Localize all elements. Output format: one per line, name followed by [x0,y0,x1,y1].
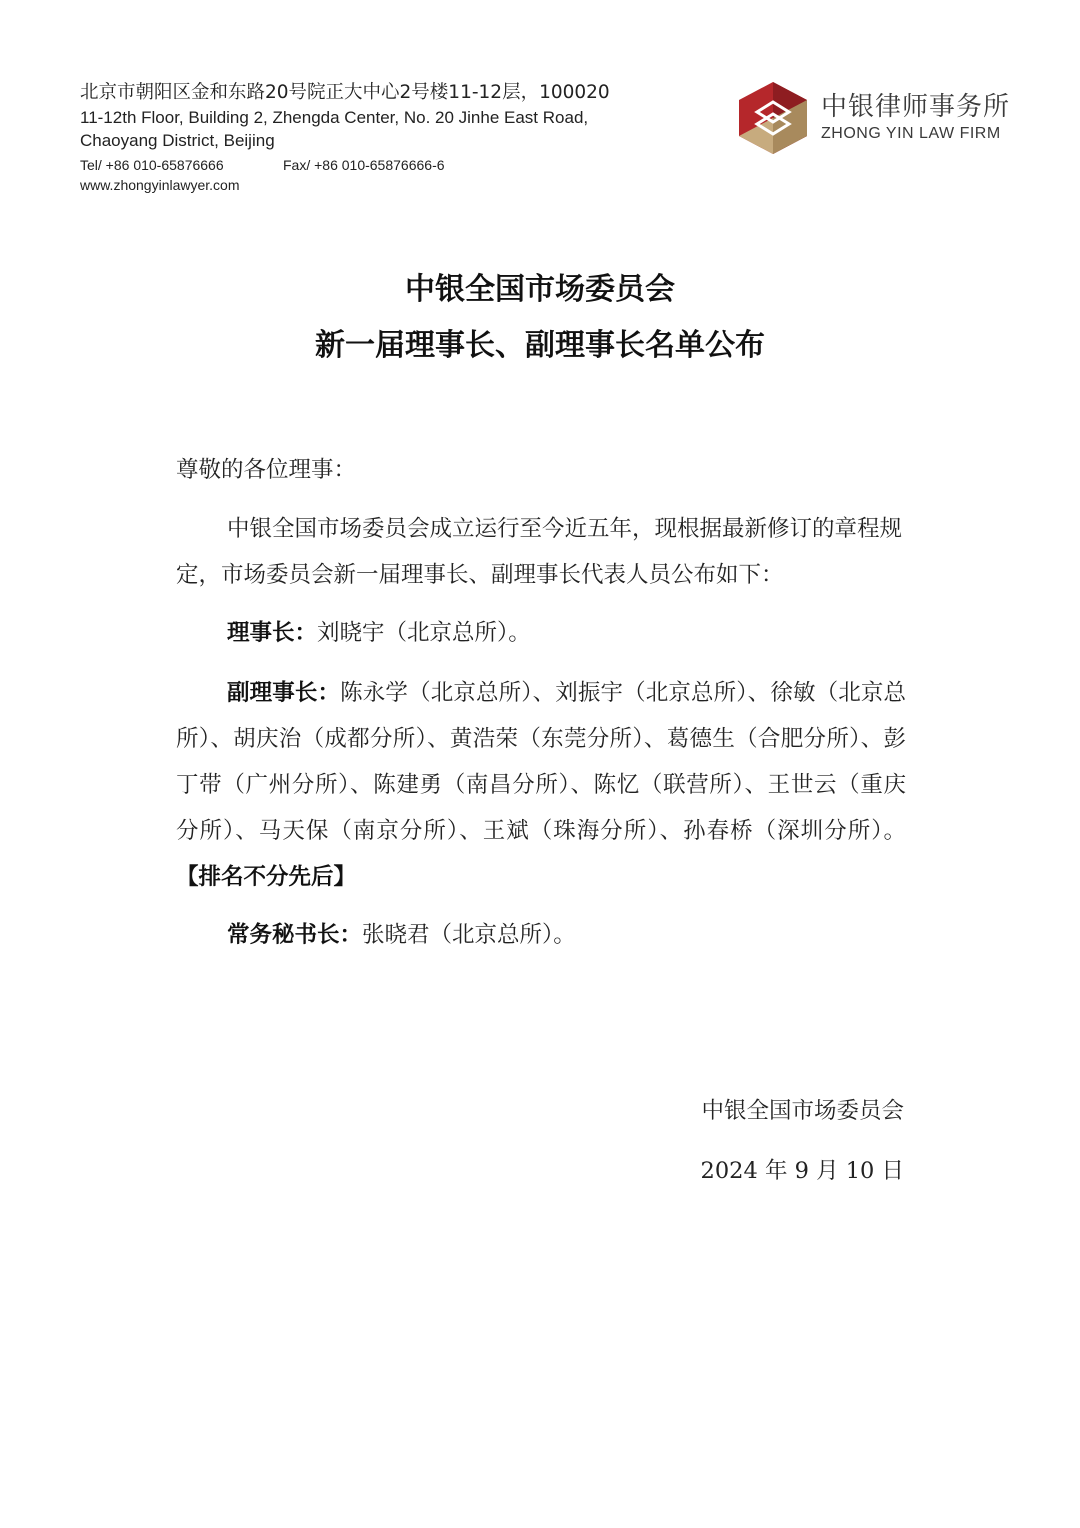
fax: Fax/ +86 010-65876666-6 [283,157,445,173]
telephone: Tel/ +86 010-65876666 [80,157,224,173]
address-chinese: 北京市朝阳区金和东路20号院正大中心2号楼11-12层，100020 [80,82,610,103]
signature-date: 2024 年 9 月 10 日 [700,1158,904,1184]
ranking-note: 【排名不分先后】 [176,864,357,890]
firm-logo-icon [739,82,807,154]
firm-name-english: ZHONG YIN LAW FIRM [821,125,1001,142]
chairman-paragraph [176,610,906,656]
signature-organization: 中银全国市场委员会 [701,1098,904,1124]
vice-chairman-label: 副理事长： [227,680,341,706]
firm-name-chinese: 中银律师事务所 [821,92,1011,122]
secretary-general-paragraph [176,912,906,958]
intro-paragraph: 中银全国市场委员会成立运行至今近五年，现根据最新修订的章程规定，市场委员会新一届理事长、副理事长代表人员公布如下： [176,516,903,588]
chairman-value: 刘晓宇（北京总所）。 [317,620,531,646]
firm-logo [739,82,1019,154]
contact-line [80,155,680,175]
letterhead-address [80,80,680,195]
address-english-line2: Chaoyang District, Beijing [80,131,275,150]
document-title-line2: 新一届理事长、副理事长名单公布 [315,328,765,363]
salutation: 尊敬的各位理事： [176,457,357,483]
document-title-line1: 中银全国市场委员会 [405,272,675,307]
vice-chairman-value: 陈永学（北京总所）、刘振宇（北京总所）、徐敏（北京总所）、胡庆治（成都分所）、黄浩荣（东莞分所）、葛德生（合肥分所）、彭丁带（广州分所）、陈建勇（南昌分所）、陈忆（联营所）、王世云（重庆分所）、马天保（南京分所）、王斌（珠海分所）、孙春桥（深圳分所）。 [176,680,906,844]
address-english-line1: 11-12th Floor, Building 2, Zhengda Center, No. 20 Jinhe East Road, [80,108,589,127]
chairman-label: 理事长： [227,620,318,646]
vice-chairman-paragraph [176,670,906,900]
secretary-general-value: 张晓君（北京总所）。 [362,922,576,948]
website: www.zhongyinlawyer.com [80,177,240,193]
secretary-general-label: 常务秘书长： [227,922,363,948]
